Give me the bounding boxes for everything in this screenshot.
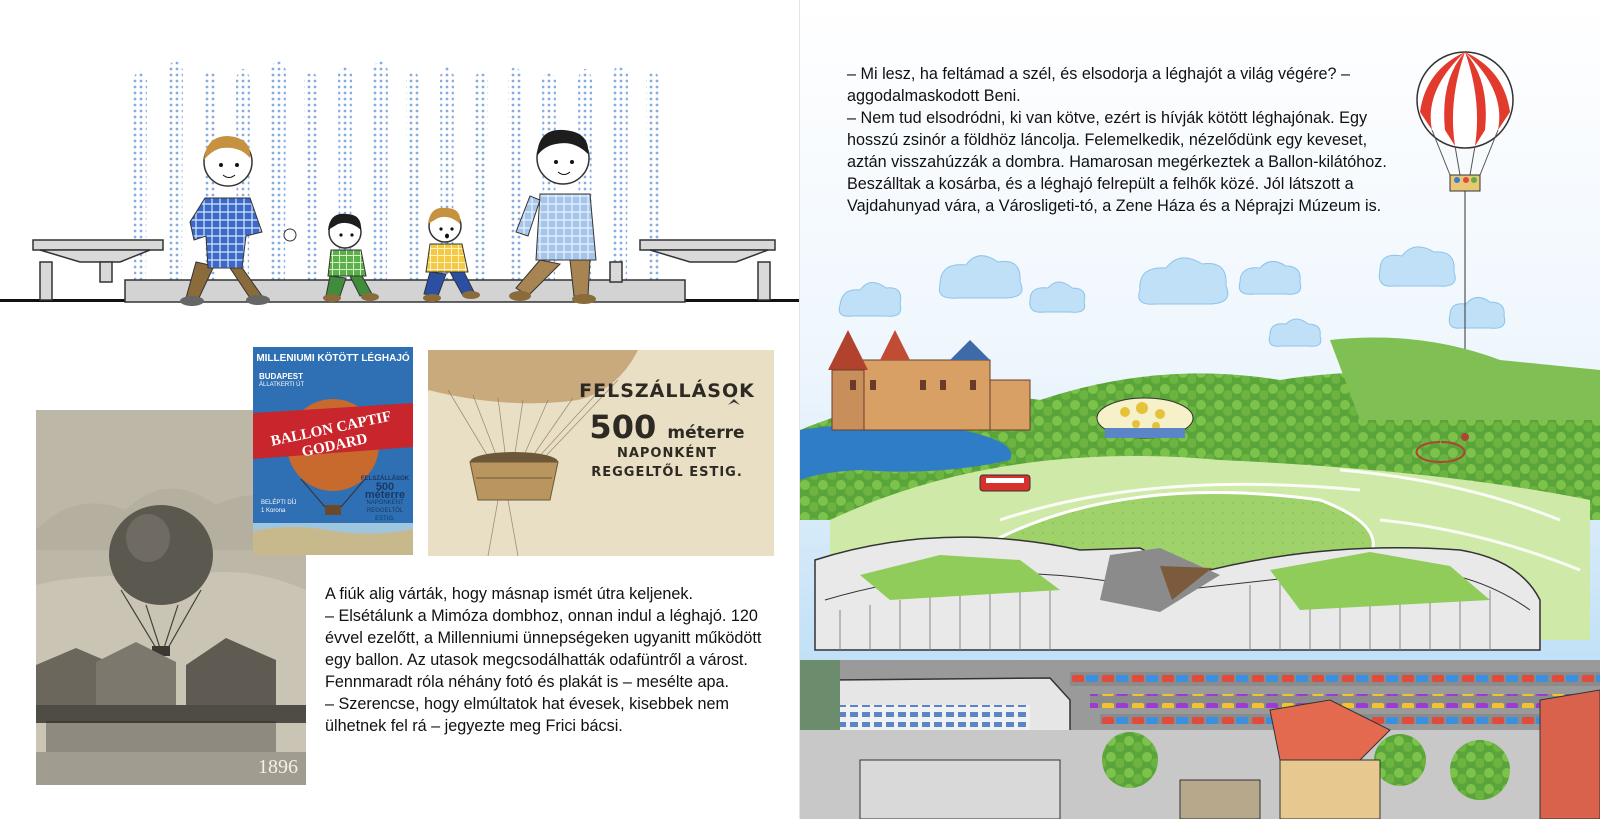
poster1-price-value: 1 Korona xyxy=(261,508,286,514)
poster2-height-unit: méterre xyxy=(667,423,745,443)
photo-year-caption: 1896 xyxy=(258,756,298,778)
story-text-left xyxy=(325,583,775,737)
poster2-daily: NAPONKÉNT xyxy=(616,446,718,461)
house-of-music xyxy=(1097,398,1193,438)
poster1-height: 500 méterre xyxy=(364,481,406,501)
poster1-hours: REGGELTŐL ESTIG. xyxy=(366,508,404,522)
story-right-paragraph-1: – Mi lesz, ha feltámad a szél, és elsodorja a léghajót a világ végére? – aggodalmaskodott Beni. xyxy=(847,65,1350,105)
poster1-price xyxy=(261,499,321,515)
poster1-daily: NAPONKÉNT xyxy=(366,500,404,506)
story-text-right xyxy=(847,63,1387,217)
poster2-heading: FELSZÁLLÁSOK xyxy=(579,380,755,402)
poster1-ascents xyxy=(357,475,413,523)
poster2-height-num: 500 xyxy=(589,408,657,446)
fountain-illustration xyxy=(0,0,800,320)
poster2-hours: REGGELTŐL ESTIG. xyxy=(591,465,743,480)
poster1-banner: BALLON CAPTIF GODARD xyxy=(269,408,393,461)
poster1-city: BUDAPEST xyxy=(259,372,304,381)
poster1-title: MILLENIUMI KÖTÖTT LÉGHAJÓ xyxy=(256,353,410,364)
poster2-height xyxy=(572,408,762,446)
vintage-poster-ascents xyxy=(428,350,774,556)
poster2-text xyxy=(572,380,762,480)
poster1-heading: FELSZÁLLÁSOK xyxy=(361,476,409,482)
right-page xyxy=(800,0,1600,819)
story-left-paragraph-3: – Szerencse, hogy elmúltatok hat évesek, kisebbek nem ülhetnek fel rá – jegyezte meg Frici bácsi. xyxy=(325,695,730,735)
story-left-paragraph-2: – Elsétálunk a Mimóza dombhoz, onnan indul a léghajó. 120 évvel ezelőtt, a Millenniumi ünnepségeken ugyanitt működött egy ballon. Az utasok megcsodálhatták odafüntről a várost. Fennmaradt róla néhány fotó és plakát is – mesélte apa. xyxy=(325,607,762,691)
poster1-entry: BELÉPTI DÍJ xyxy=(261,500,297,506)
poster1-street: ÁLLATKERTI ÚT xyxy=(259,382,305,388)
vintage-poster-captif xyxy=(253,347,413,555)
poster1-side-text xyxy=(259,373,307,389)
story-left-paragraph-1: A fiúk alig várták, hogy másnap ismét útra keljenek. xyxy=(325,585,693,603)
story-right-paragraph-2: – Nem tud elsodródni, ki van kötve, ezért is hívják kötött léghajónak. Egy hosszú zsinór a földhöz láncolja. Felemelkedik, nézelődünk egy keveset, aztán visszahúzzák a dombra. Hamarosan megérkeztek a Ballon-kilátóhoz. Beszálltak a kosárba, és a léghajó felrepült a felhők közé. Jól látszott a Vajdahunyad vára, a Városligeti-tó, a Zene Háza és a Néprajzi Múzeum is. xyxy=(847,109,1387,215)
